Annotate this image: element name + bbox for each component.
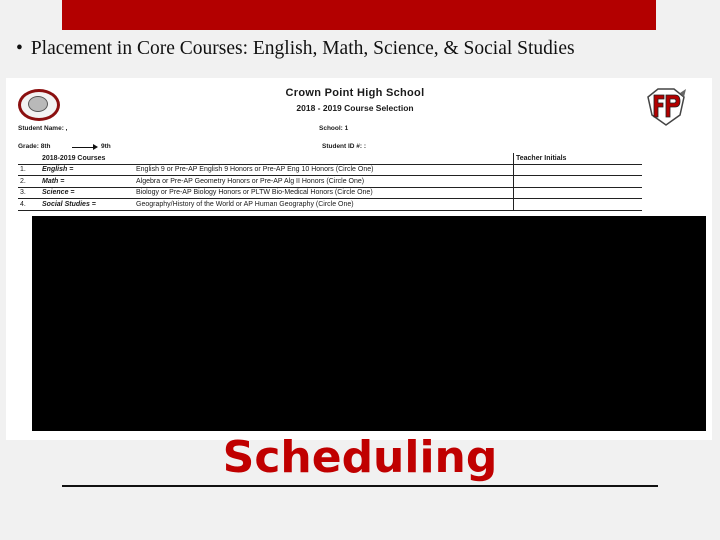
row-options: Geography/History of the World or AP Human Geography (Circle One) [134,199,514,211]
row-initials-cell [514,199,643,211]
row-options: English 9 or Pre-AP English 9 Honors or Pre-AP Eng 10 Honors (Circle One) [134,164,514,176]
table-row [18,187,642,199]
document-subtitle: 2018 - 2019 Course Selection [296,103,414,113]
grade-field: Grade: 8th [18,143,51,150]
school-field: School: 1 [319,125,349,132]
table-row [18,176,642,188]
bullet-text: Placement in Core Courses: English, Math, Science, & Social Studies [30,38,575,59]
table-header-row [18,153,642,164]
row-subject: Math = [40,176,134,188]
heading-underline [62,485,658,487]
courses-table [18,153,642,211]
row-initials-cell [514,187,643,199]
row-subject: Science = [40,187,134,199]
school-crest-icon [644,85,688,127]
bullet-point [16,38,716,60]
row-number: 4. [18,199,40,211]
row-initials-cell [514,164,643,176]
school-seal-icon [18,89,60,121]
row-initials-cell [514,176,643,188]
row-number: 3. [18,187,40,199]
row-number: 2. [18,176,40,188]
arrow-icon [72,147,96,148]
table-row [18,164,642,176]
student-name-field: Student Name: , [18,125,68,132]
row-subject: Social Studies = [40,199,134,211]
row-options: Biology or Pre-AP Biology Honors or PLTW Bio-Medical Honors (Circle One) [134,187,514,199]
student-id-field: Student ID #: : [322,143,367,150]
table-header-courses: 2018-2019 Courses [40,153,514,164]
school-name: Crown Point High School [285,87,425,99]
row-options: Algebra or Pre-AP Geometry Honors or Pre-AP Alg II Honors (Circle One) [134,176,514,188]
row-number: 1. [18,164,40,176]
grade-next-field: 9th [101,143,111,150]
row-subject: English = [40,164,134,176]
slide-heading: Scheduling [222,432,498,483]
table-row [18,199,642,211]
course-selection-document-image [6,78,712,440]
top-accent-bar [62,0,656,30]
bullet-marker: • [16,38,23,59]
redaction-block [32,216,706,431]
table-header-initials: Teacher Initials [514,153,643,164]
